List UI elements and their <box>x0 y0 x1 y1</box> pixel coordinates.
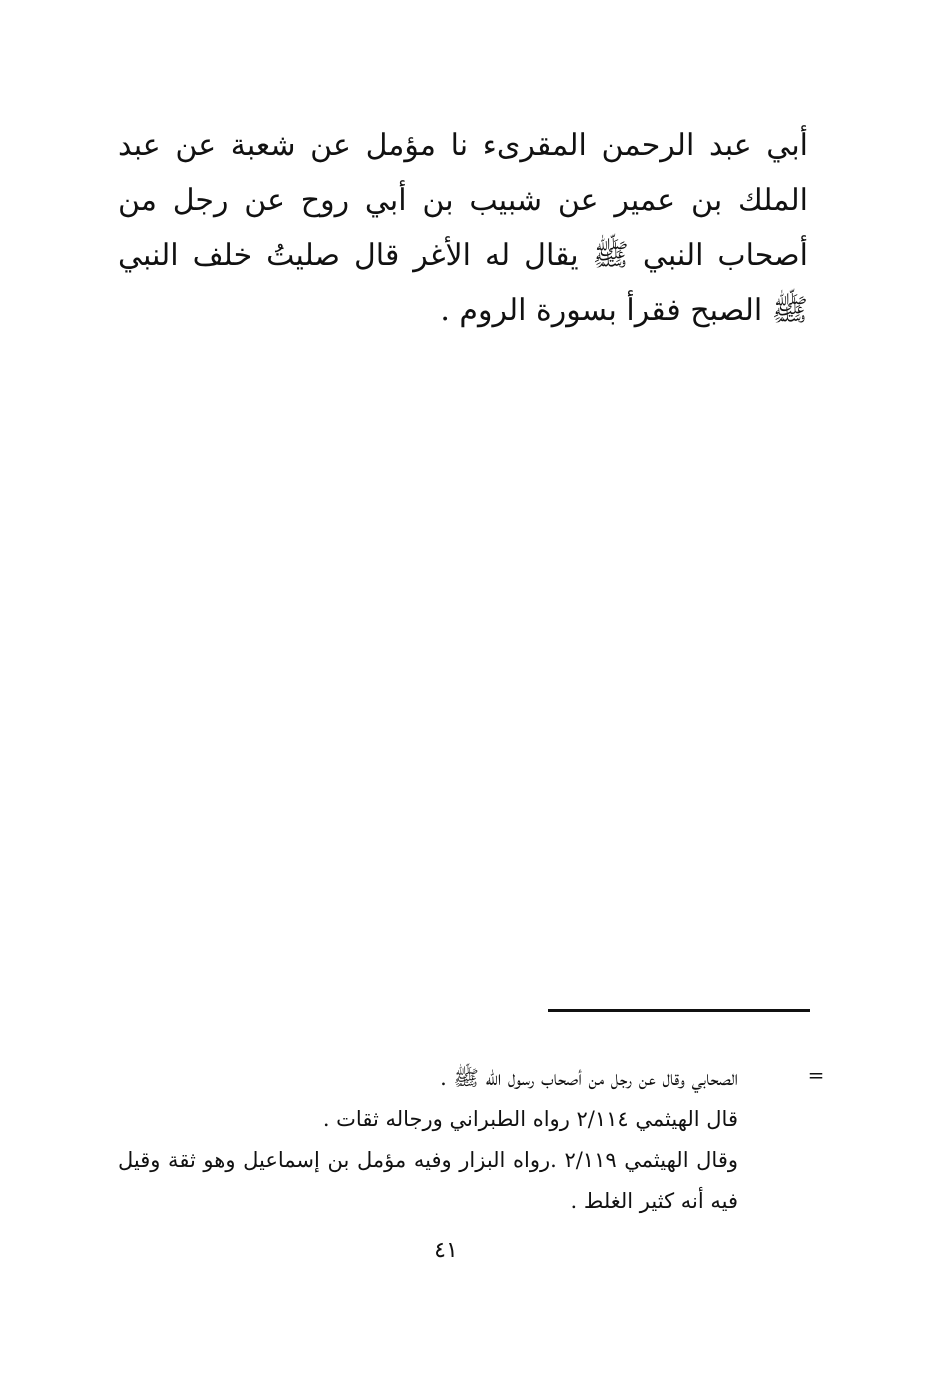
main-text-block <box>118 118 808 338</box>
footnotes-block <box>118 1058 738 1222</box>
main-paragraph: أبي عبد الرحمن المقرىء نا مؤمل عن شعبة عن عبد الملك بن عمير عن شبيب بن أبي روح عن رجل من أصحاب النبي ﷺ يقال له الأغر قال صليتُ خلف النبي ﷺ الصبح فقرأ بسورة الروم . <box>118 128 808 328</box>
footnote-line: قال الهيثمي ٢/١١٤ رواه الطبراني ورجاله ثقات . <box>322 1107 738 1131</box>
footnote-line: وقال الهيثمي ٢/١١٩ .رواه البزار وفيه مؤمل بن إسماعيل وهو ثقة وقيل فيه أنه كثير الغلط . <box>118 1148 738 1213</box>
page-number: ٤١ <box>434 1238 458 1263</box>
footnote-line: الصحابي وقال عن رجل من أصحاب رسول الله ﷺ . <box>440 1066 738 1090</box>
footnote-continuation-marker: = <box>807 1063 825 1087</box>
footnote-separator <box>548 1009 810 1012</box>
